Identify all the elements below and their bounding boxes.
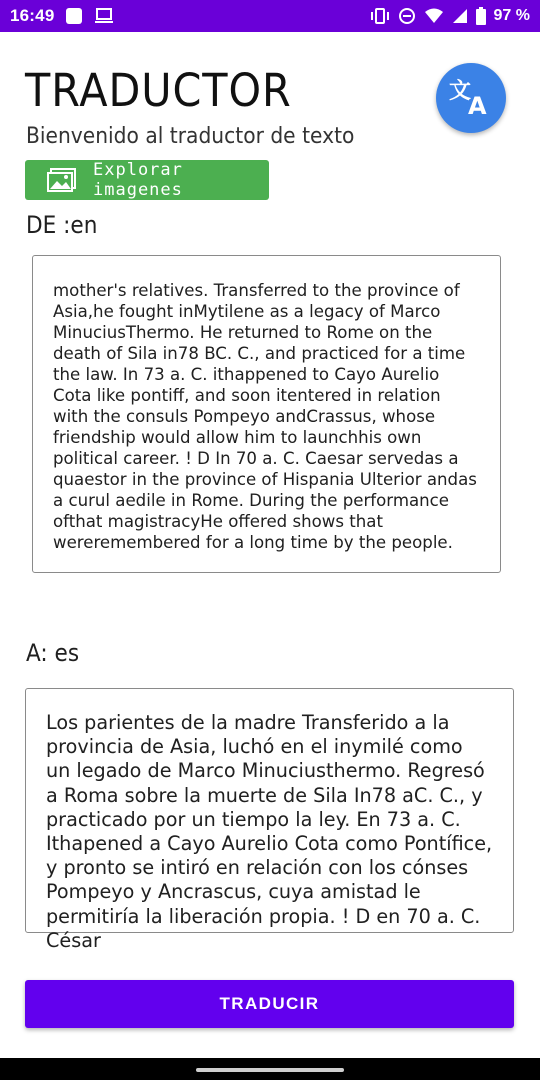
translate-icon [448, 76, 494, 121]
page-title: TRADUCTOR [25, 64, 292, 117]
wifi-icon [424, 8, 444, 24]
home-gesture-handle[interactable] [196, 1068, 344, 1072]
source-language-label: DE :en [26, 211, 98, 239]
translate-logo-button[interactable] [436, 63, 506, 133]
translated-text: Los parientes de la madre Transferido a la provincia de Asia, luchó en el inymilé como un legado de Marco Minuciusthermo. Regresó a Roma sobre la muerte de Sila In78 aC. C., y practicado por un tiempo la ley. En 73 a. C. Ithapened a Cayo Aurelio Cota como Pontífice, y pronto se intiró en relación con los cónses Pompeyo y Ancrascus, cuya amistad le permitiría la liberación propia. ! D en 70 a. C. César [46, 711, 493, 952]
signal-icon [452, 8, 468, 24]
do-not-disturb-icon [398, 7, 416, 25]
explore-images-button[interactable] [25, 160, 269, 200]
image-gallery-icon [47, 168, 77, 192]
svg-text:A: A [468, 91, 487, 120]
battery-icon [476, 7, 486, 25]
status-bar [0, 0, 540, 32]
screen-cast-icon [94, 7, 114, 25]
translated-text-box[interactable] [25, 688, 514, 952]
explore-images-label: Explorar imagenes [93, 160, 183, 200]
notification-square-icon [64, 6, 84, 26]
navigation-bar [0, 1058, 540, 1080]
battery-percentage: 97 % [493, 7, 530, 24]
source-text: mother's relatives. Transferred to the province of Asia,he fought inMytilene as a legacy of Marco MinuciusThermo. He returned to Rome on the death of Sila in78 BC. C., and practiced for a time the law. In 73 a. C. ithappened to Cayo Aurelio Cota like pontiff, and soon itentered in relation with the consuls Pompeyo andCrassus, whose friendship would allow him to launchhis own political career. ! D In 70 a. C. Caesar servedas a quaestor in the province of Hispania Ulterior andas a curul aedile in Rome. During the performance ofthat magistracyHe offered shows that wereremembered for a long time by the people. [53, 281, 477, 552]
translate-button[interactable]: TRADUCIR [25, 980, 514, 1028]
status-time: 16:49 [10, 6, 55, 25]
target-language-label: A: es [26, 639, 80, 667]
svg-text:文: 文 [449, 78, 472, 104]
welcome-subtitle: Bienvenido al traductor de texto [26, 124, 355, 149]
vibrate-icon [370, 7, 390, 25]
source-text-box[interactable] [32, 255, 501, 573]
